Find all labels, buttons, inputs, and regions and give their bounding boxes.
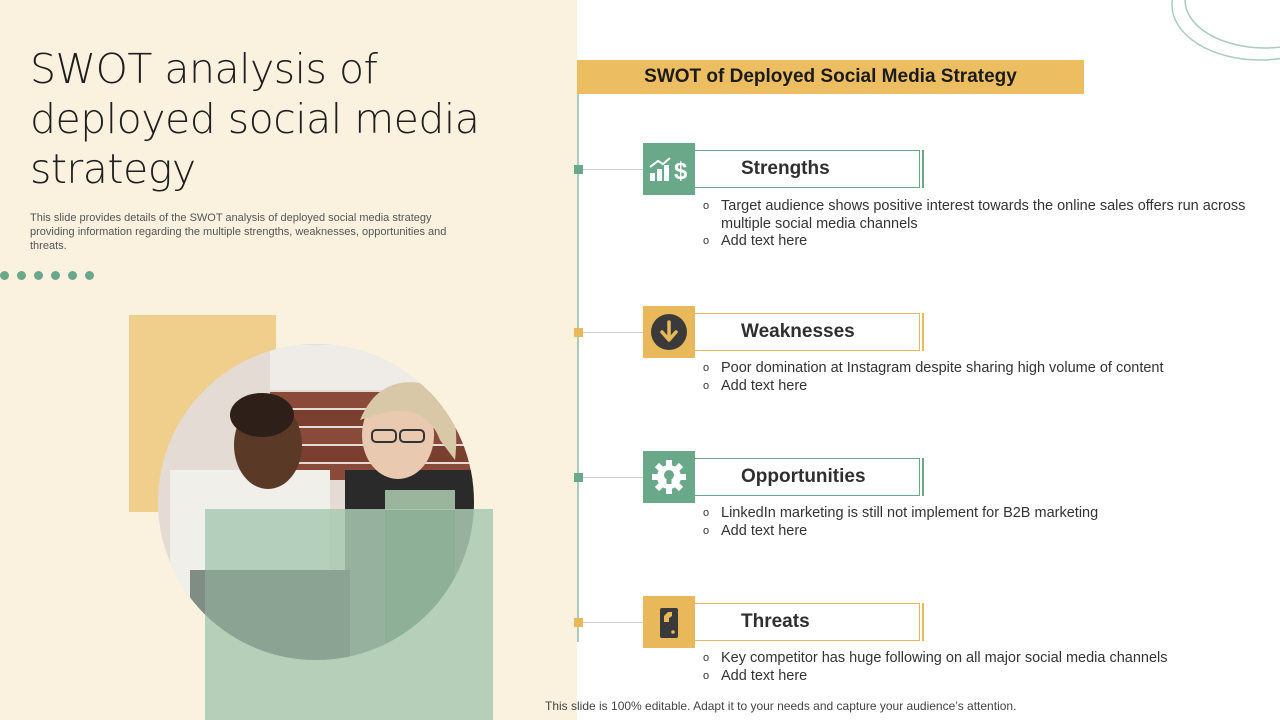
threats-label-box [695,603,920,641]
timeline-node [574,473,583,482]
growth-dollar-icon [643,143,695,195]
threats-bullets [703,650,1263,685]
slide-description: This slide provides details of the SWOT analysis of deployed social media strategy providing information regarding the multiple strengths, weaknesses, opportunities and threats. [30,212,447,252]
weaknesses-label: Weaknesses [741,321,855,342]
timeline-node [574,328,583,337]
timeline-node [574,618,583,627]
weaknesses-label-box [695,313,920,351]
list-item: o LinkedIn marketing is still not implement for B2B marketing [703,505,1263,523]
opportunities-label: Opportunities [741,466,866,487]
svg-text:$: $ [674,158,688,183]
list-item: o Key competitor has huge following on all major social media channels [703,650,1263,668]
decorative-rings [1170,0,1280,90]
strengths-label: Strengths [741,158,830,179]
gear-bulb-icon [643,451,695,503]
list-item: o Target audience shows positive interest towards the online sales offers run across multiple social media channels [703,198,1263,233]
strengths-label-box [695,150,920,188]
list-item: o Poor domination at Instagram despite sharing high volume of content [703,360,1263,378]
connector-line [583,332,643,333]
connector-line [583,622,643,623]
connector-line [583,169,643,170]
connector-line [583,477,643,478]
photo-composition [0,0,577,720]
footer-note: This slide is 100% editable. Adapt it to your needs and capture your audience’s attention. [545,699,1017,713]
timeline-line [577,94,579,642]
list-item: o Add text here [703,668,1263,686]
swot-header: SWOT of Deployed Social Media Strategy [577,60,1084,94]
opportunities-label-box [695,458,920,496]
list-item: o Add text here [703,523,1263,541]
strengths-bullets [703,198,1263,251]
weaknesses-bullets [703,360,1263,395]
down-arrow-icon [643,306,695,358]
timeline-node [574,165,583,174]
list-item: o Add text here [703,378,1263,396]
threats-label: Threats [741,611,810,632]
list-item: o Add text here [703,233,1263,251]
hand-card-icon [643,596,695,648]
opportunities-bullets [703,505,1263,540]
page-title: SWOT analysis of deployed social media strategy [30,45,480,193]
